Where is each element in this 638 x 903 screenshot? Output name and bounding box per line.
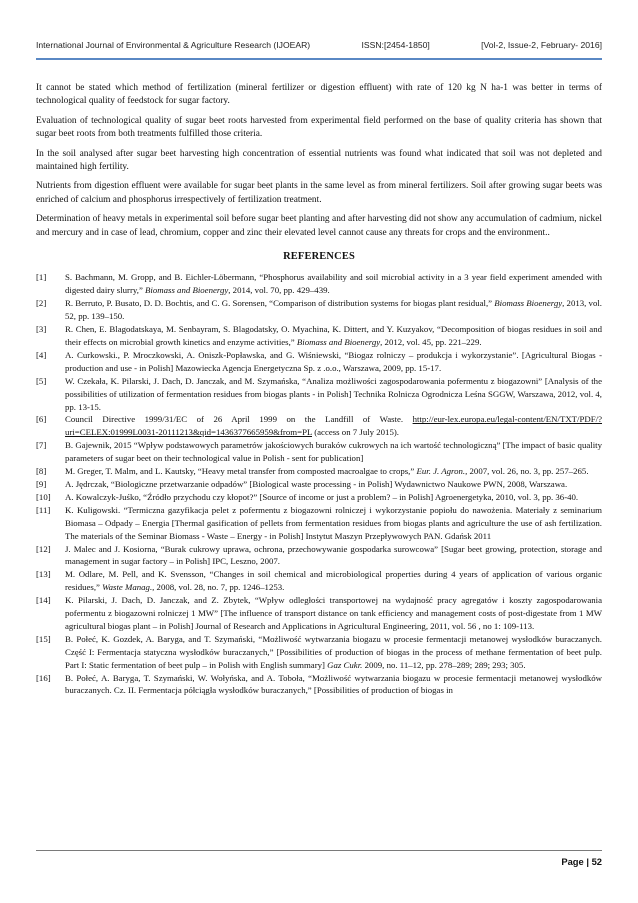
reference-source: Biomass and Bioenergy <box>296 337 381 347</box>
reference-text <box>65 672 602 698</box>
reference-number: [3] <box>36 324 47 335</box>
reference-text <box>65 413 602 439</box>
reference-text <box>65 568 602 594</box>
reference-item <box>36 478 602 491</box>
reference-item <box>36 672 602 698</box>
running-header <box>36 40 602 50</box>
reference-item <box>36 375 602 414</box>
journal-title: International Journal of Environmental & Agriculture Research (IJOEAR) <box>36 40 311 50</box>
reference-body: A. Curkowski., P. Mroczkowski, A. Oniszk-Popławska, and G. Wiśniewski, “Biogaz rolniczy – produkcja i wykorzystanie”. [Agricultural Biogas - production and use - in Polish] Mazowiecka Agencja Energetyczna Sp. z .o.o., Warszawa, 2009, pp. 15-17. <box>65 349 602 373</box>
paragraph: In the soil analysed after sugar beet harvesting high concentration of essential nutrients was found what indicated that soil was not depleted and maintained high fertility. <box>36 148 602 173</box>
reference-number: [2] <box>36 298 47 309</box>
reference-body: M. Odlare, M. Pell, and K. Svensson, “Changes in soil chemical and microbiological properties during 4 years of application of various organic residues,” <box>65 569 602 593</box>
reference-body: J. Malec and J. Kosiorna, “Burak cukrowy uprawa, ochrona, przechowywanie gospodarka surowcowa” [Sugar beet growing, protection, storage and management in sugar factory – in Polish] IPC, Leszno, 2007. <box>65 543 602 567</box>
reference-item <box>36 323 602 349</box>
volume-issue: [Vol-2, Issue-2, February- 2016] <box>481 40 602 50</box>
reference-item <box>36 594 602 633</box>
reference-number: [15] <box>36 633 51 644</box>
reference-body: K. Pilarski, J. Dach, D. Janczak, and Z. Zbytek, “Wpływ odległości transportowej na wydajność pracy agregatów i koszty zagospodarowania pofermentu z biogazowni rolniczej 1 MW” [The influence of transport distance on tank efficiency and management costs of post-digestate from 1 MW agricultural biogas plant – in Polish] Journal of Research and Applications in Agricultural Engineering, 2011, vol. 56 , no 1: 109-113. <box>65 595 602 631</box>
reference-list <box>36 271 602 697</box>
reference-source: Eur. J. Agron. <box>416 466 466 477</box>
reference-text <box>65 504 602 543</box>
reference-text <box>65 375 602 414</box>
reference-details: (access on 7 July 2015). <box>312 427 399 438</box>
reference-body: B. Gajewnik, 2015 “Wpływ podstawowych parametrów jakościowych buraków cukrowych na ich wartość technologiczną” [The impact of basic quality parameters of sugar beet on their technological value in Polish - sent for publication] <box>65 440 602 464</box>
reference-link[interactable]: http://eur-lex.europa.eu/legal-content/EN/TXT/PDF/?uri=CELEX:01999L0031-20111213&qid=1436377665959&from=PL <box>65 414 602 438</box>
reference-number: [5] <box>36 375 47 386</box>
paragraph: Nutrients from digestion effluent were available for sugar beet plants in the same level as from mineral fertilizers. Soil after growing sugar beets was enriched of calcium and phosphorus irrespectively of fertilization treatment. <box>36 181 602 205</box>
reference-item <box>36 568 602 594</box>
reference-body: R. Chen, E. Blagodatskaya, M. Senbayram, S. Blagodatsky, O. Myachina, K. Dittert, and Y. Kuzyakov, “Decomposition of biogas residues in soil and their effects on microbial growth kinetics and enzyme activities,” <box>65 324 602 347</box>
reference-text <box>65 465 602 478</box>
reference-item <box>36 271 602 297</box>
reference-number: [1] <box>36 272 47 283</box>
reference-details: , 2007, vol. 26, no. 3, pp. 257–265. <box>465 466 589 477</box>
reference-number: [11] <box>36 504 51 515</box>
reference-details: , 2013, vol. 52, pp. 139–150. <box>65 298 602 322</box>
references-heading: REFERENCES <box>283 251 355 263</box>
header-rule <box>36 58 602 60</box>
reference-text <box>65 323 602 349</box>
reference-number: [16] <box>36 672 51 683</box>
reference-source: Biomass Bioenergy <box>494 298 563 309</box>
page-number: Page | 52 <box>561 856 602 867</box>
issn: ISSN:[2454-1850] <box>361 40 430 50</box>
reference-body: A. Jędrczak, “Biologiczne przetwarzanie odpadów” [Biological waste processing - in Polish] Wydawnictwo Naukowe PWN, 2008, Warszawa. <box>65 478 568 489</box>
reference-text <box>65 491 602 504</box>
reference-number: [7] <box>36 440 47 451</box>
reference-item <box>36 504 602 543</box>
reference-body: W. Czekała, K. Pilarski, J. Dach, D. Janczak, and M. Szymańska, “Analiza możliwości zagospodarowania pofermentu z biogazowni” [Analysis of the possibilities of utilization of fermentation residues from biogas plants - in Polish] Technika Rolnicza Ogrodnicza Leśna SGGW, Warszawa, 2012, vol. 4, pp. 13-15. <box>65 375 602 412</box>
reference-item <box>36 465 602 478</box>
reference-item <box>36 349 602 375</box>
reference-text <box>65 594 602 633</box>
reference-details: , 2012, vol. 45, pp. 221–229. <box>380 337 482 347</box>
reference-body: M. Greger, T. Malm, and L. Kautsky, “Heavy metal transfer from composted macroalgae to crops,” <box>65 466 417 477</box>
reference-body: K. Kuligowski. “Termiczna gazyfikacja pelet z pofermentu z biogazowni rolniczej i wykorzystanie popiołu do nawożenia. Materiały z seminarium Biomasa – Odpady – Energia [Thermal gasification of pellets from fermentation residues from biogas plants and agriculture the use of ash fertilization. The materials of the Seminar Biomass - Waste – Energy - in Polish] Instytut Maszyn Przepływowych PAN. Gdańsk 2011 <box>65 504 602 541</box>
reference-details: , 2014, vol. 70, pp. 429–439. <box>228 285 330 296</box>
reference-text <box>65 349 602 375</box>
paragraph: Determination of heavy metals in experimental soil before sugar beet planting and after harvesting did not show any accumulation of cadmium, nickel and mercury and in case of lead, chromium, copper and zinc their elevated level cannot cause any threats for crops and the environment.. <box>36 214 602 238</box>
reference-item <box>36 413 602 439</box>
reference-item <box>36 633 602 672</box>
reference-source: Biomass and Bioenergy <box>145 285 229 296</box>
reference-number: [4] <box>36 349 47 360</box>
reference-text <box>65 297 602 323</box>
reference-number: [8] <box>36 466 47 477</box>
reference-item <box>36 439 602 465</box>
reference-number: [13] <box>36 569 51 580</box>
reference-text <box>65 439 602 465</box>
reference-number: [10] <box>36 491 51 502</box>
reference-item <box>36 297 602 323</box>
page-content <box>36 82 602 697</box>
reference-body: B. Połeć, K. Gozdek, A. Baryga, and T. Szymański, “Możliwość wytwarzania biogazu w procesie fermentacji metanowej wysłodków buraczanych. Część I: Fermentacja statyczna wysłodków buraczanych,” [Possibilities of production of biogas in the process of methane fermentation of beet pulp. Part I: Static fermentation of beet pulp – in Polish with English summary] <box>65 633 602 670</box>
reference-number: [9] <box>36 478 47 489</box>
reference-body: R. Berruto, P. Busato, D. D. Bochtis, and C. G. Sorensen, “Comparison of distribution systems for biogas plant residual,” <box>65 298 495 309</box>
reference-source: Gaz Cukr. <box>327 659 363 670</box>
reference-text <box>65 543 602 569</box>
paragraph: It cannot be stated which method of fertilization (mineral fertilizer or digestion effluent) with rate of 120 kg N ha-1 was better in terms of technological quality of feedstock for sugar factory. <box>36 83 602 107</box>
reference-text <box>65 478 602 491</box>
paragraph: Evaluation of technological quality of sugar beet roots harvested from experimental field performed on the base of quality criteria has shown that sugar beet roots from both treatments fulfilled those criteria. <box>36 115 602 140</box>
reference-body: S. Bachmann, M. Gropp, and B. Eichler-Löbermann, “Phosphorus availability and soil microbial activity in a 3 year field experiment amended with digested dairy slurry,” <box>65 272 602 296</box>
reference-body: B. Połeć, A. Baryga, T. Szymański, W. Wołyńska, and A. Toboła, “Możliwość wytwarzania biogazu w procesie fermentacji metanowej wysłodków buraczanych. Cz. II. Fermentacja półciągła wysłodków buraczanych,” [Possibilities of production of biogas in <box>65 672 602 696</box>
reference-details: 2009, no. 11–12, pp. 278–289; 289; 293; 305. <box>362 659 526 670</box>
reference-number: [14] <box>36 595 51 606</box>
reference-body: Council Directive 1999/31/EC of 26 April 1999 on the Landfill of Waste. <box>65 414 413 425</box>
reference-text <box>65 271 602 297</box>
reference-number: [12] <box>36 543 51 554</box>
reference-item <box>36 491 602 504</box>
reference-number: [6] <box>36 414 47 425</box>
footer-rule <box>36 850 602 851</box>
reference-item <box>36 543 602 569</box>
reference-body: A. Kowalczyk-Juśko, “Źródło przychodu czy kłopot?” [Source of income or just a problem? – in Polish] Agroenergetyka, 2010, vol. 3, pp. 36-40. <box>65 491 579 502</box>
reference-source: Waste Manag. <box>102 582 153 593</box>
reference-text <box>65 633 602 672</box>
reference-details: , 2008, vol. 28, no. 7, pp. 1246–1253. <box>152 582 285 593</box>
